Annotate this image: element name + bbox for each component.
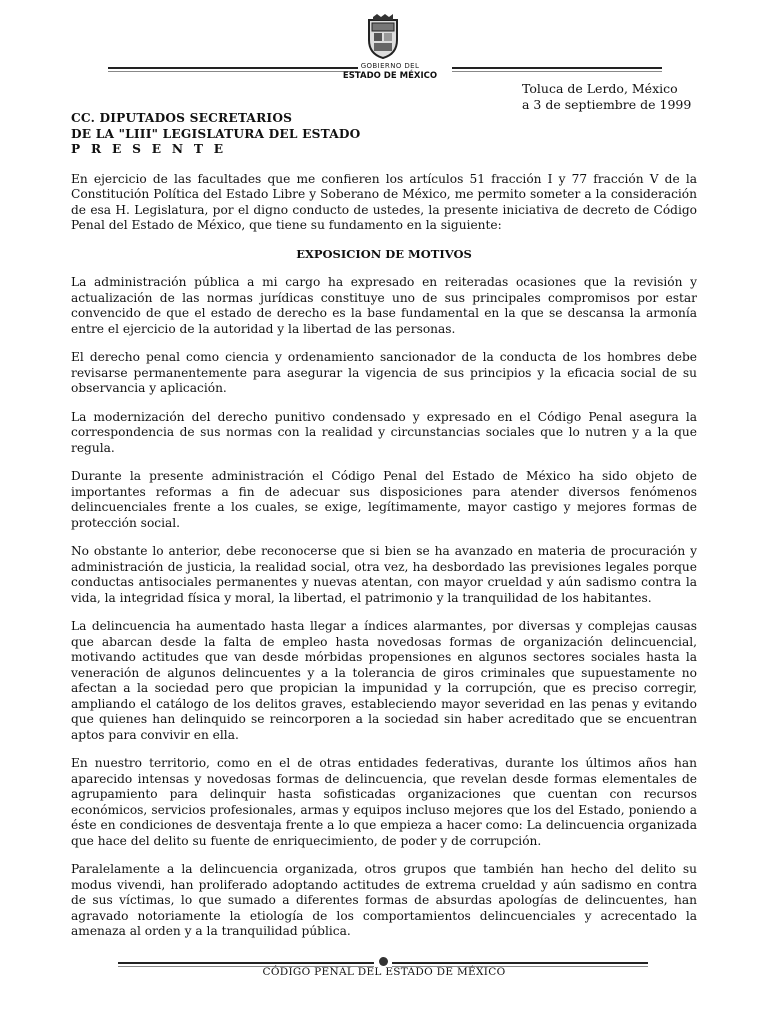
document-body: [71, 111, 697, 940]
section-title: EXPOSICION DE MOTIVOS: [296, 246, 472, 261]
header-rule: [108, 71, 358, 72]
government-label: GOBIERNO DEL: [360, 62, 420, 70]
body-paragraph: En nuestro territorio, como en el de otras entidades federativas, durante los últimos años han aparecido intensas y novedosas formas de delincuencia, que revelan desde formas elementales de agrupamiento para delinquir hasta sofisticadas organizaciones que cuentan con recursos económicos, servicios profesionales, armas y equipos incluso mejores que los del Estado, poniendo a éste en condiciones de desventaja frente a lo que empieza a hacer como: La delincuencia organizada que hace del delito su fuente de enriquecimiento, de poder y de corrupción.: [71, 756, 697, 848]
addressee-line: P R E S E N T E: [71, 142, 227, 156]
page-footer: CÓDIGO PENAL DEL ESTADO DE MÉXICO: [262, 966, 506, 978]
footer-ornament-icon: [379, 957, 388, 966]
state-seal-icon: [365, 14, 401, 60]
addressee-line: DE LA "LIII" LEGISLATURA DEL ESTADO: [71, 126, 361, 141]
addressee-block: [71, 111, 697, 158]
body-paragraph: La modernización del derecho punitivo condensado y expresado en el Código Penal asegura la correspondencia de sus normas con la realidad y circunstancias sociales que lo nutren y a la que regula.: [71, 409, 697, 455]
body-paragraph: Paralelamente a la delincuencia organizada, otros grupos que también han hecho del delito su modus vivendi, han proliferado adoptando actitudes de extrema crueldad y aún sadismo en contra de sus víctimas, lo que sumado a diferentes formas de absurdas apologías de delincuentes, han agravado notoriamente la etiología de los comportamientos delincuenciales y acrecentado la amenaza al orden y a la tranquilidad pública.: [71, 862, 697, 938]
footer-rule: [118, 962, 374, 964]
place: Toluca de Lerdo, México: [522, 81, 678, 96]
letterhead: [0, 0, 768, 90]
footer-rule: [392, 962, 648, 964]
header-rule: [452, 71, 662, 72]
body-paragraph: La administración pública a mi cargo ha expresado en reiteradas ocasiones que la revisión y actualización de las normas jurídicas constituye uno de sus principales compromisos por estar convencido de que el estado de derecho es la base fundamental en la que se descansa la armonía entre el ejercicio de la autoridad y la libertad de las personas.: [71, 275, 697, 336]
date: a 3 de septiembre de 1999: [522, 97, 692, 112]
body-paragraph: El derecho penal como ciencia y ordenamiento sancionador de la conducta de los hombres debe revisarse permanentemente para asegurar la vigencia de sus principios y la eficacia social de su observancia y aplicación.: [71, 350, 697, 395]
body-paragraph: No obstante lo anterior, debe reconocerse que si bien se ha avanzado en materia de procuración y administración de justicia, la realidad social, otra vez, ha desbordado las previsiones legales porque conductas antisociales permanentes y nuevas atentan, con mayor crueldad y aún sadismo contra la vida, la integridad física y moral, la libertad, el patrimonio y la tranquilidad de los habitantes.: [71, 544, 697, 605]
header-rule: [108, 67, 358, 69]
body-paragraph: Durante la presente administración el Código Penal del Estado de México ha sido objeto de importantes reformas a fin de adecuar sus disposiciones para atender diversos fenómenos delincuenciales frente a los cuales, se exige, legítimamente, mayor castigo y mejores formas de protección social.: [71, 469, 697, 530]
body-paragraph: La delincuencia ha aumentado hasta llegar a índices alarmantes, por diversas y complejas causas que abarcan desde la falta de empleo hasta novedosas formas de organización delincuencial, motivando actitudes que van desde mórbidas propensiones en algunos sectores sociales hasta la veneración de algunos delincuentes y a la tolerancia de giros criminales que supuestamente no afectan a la sociedad pero que propician la impunidad y la corrupción, que es preciso corregir, ampliando el catálogo de los delitos graves, estableciendo mayor severidad en las penas y evitando que quienes han delinquido se reincorporen a la sociedad sin haber acreditado que se encuentran aptos para convivir en ella.: [71, 619, 697, 742]
state-label: ESTADO DE MÉXICO: [342, 71, 438, 81]
addressee-line: CC. DIPUTADOS SECRETARIOS: [71, 111, 293, 125]
place-date: [522, 81, 691, 113]
header-rule: [452, 67, 662, 69]
intro-paragraph: En ejercicio de las facultades que me confieren los artículos 51 fracción I y 77 fracción V de la Constitución Política del Estado Libre y Soberano de México, me permito someter a la consideración de esa H. Legislatura, por el digno conducto de ustedes, la presente iniciativa de decreto de Código Penal del Estado de México, que tiene su fundamento en la siguiente:: [71, 171, 697, 232]
